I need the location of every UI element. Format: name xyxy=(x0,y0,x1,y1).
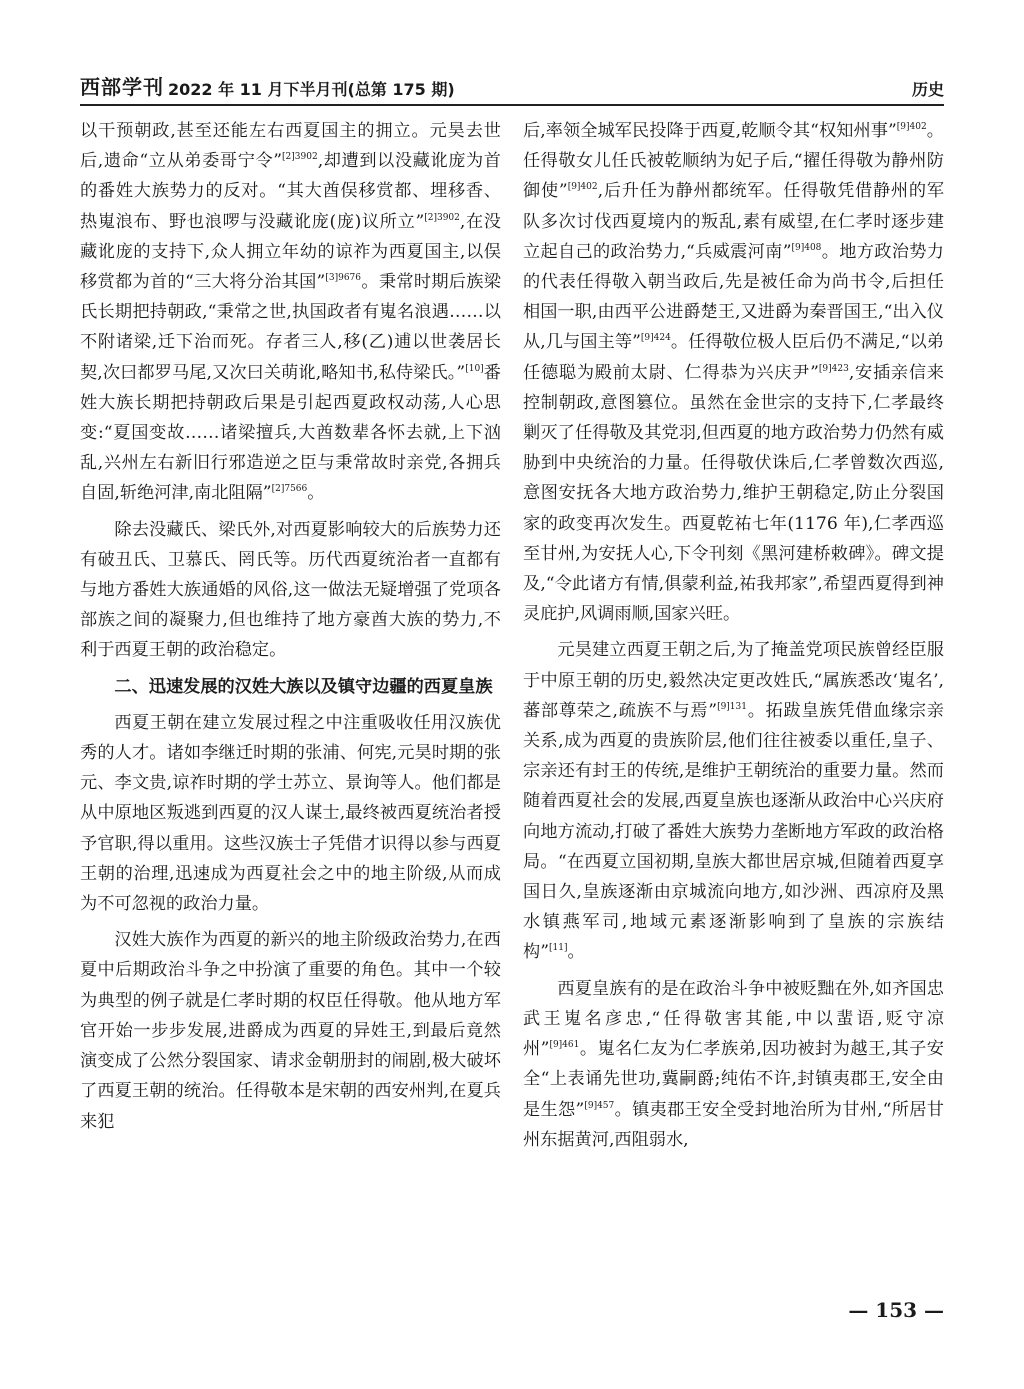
text-run: 西夏皇族有的是在政治斗争中被贬黜在外,如齐国忠武王嵬名彦忠,“任得敬害其能,中以蜚语,贬守凉州” xyxy=(523,978,944,1060)
text-run: 二、迅速发展的汉姓大族以及镇守边疆的西夏皇族 xyxy=(114,676,493,697)
citation-ref: [9]408 xyxy=(791,242,822,253)
citation-ref: [9]423 xyxy=(818,363,849,374)
paragraph xyxy=(523,116,944,629)
text-run: 西夏王朝在建立发展过程之中注重吸收任用汉族优秀的人才。诸如李继迁时期的张浦、何宪,元昊时期的张元、李文贵,谅祚时期的学士苏立、景询等人。他们都是从中原地区叛逃到西夏的汉人谋士,最终被西夏统治者授予官职,得以重用。这些汉族士子凭借才识得以参与西夏王朝的治理,迅速成为西夏社会之中的地主阶级,从而成为不可忽视的政治力量。 xyxy=(80,712,501,915)
text-run: ,在没藏讹庞的支持下,众人拥立年幼的谅祚为西夏国主,以俣移赏都为首的“三大将分治其国” xyxy=(80,211,501,293)
header-left xyxy=(80,71,455,100)
citation-ref: [2]3902 xyxy=(424,212,460,223)
right-column xyxy=(523,116,944,1155)
citation-ref: [11] xyxy=(548,943,568,954)
citation-ref: [2]3902 xyxy=(282,152,318,163)
text-run: ,却遭到以没藏讹庞为首的番姓大族势力的反对。“其大酋俣移赏都、埋移香、热嵬浪布、野也浪啰与没藏讹庞(庞)议所立” xyxy=(80,151,501,232)
issue-info: 2022 年 11 月下半月刊(总第 175 期) xyxy=(168,80,455,99)
text-run: 。地方政治势力的代表任得敬入朝当政后,先是被任命为尚书令,后担任相国一职,由西平公进爵楚王,又进爵为秦晋国王,“出入仪从,几与国主等” xyxy=(523,241,944,353)
citation-ref: [9]402 xyxy=(896,122,927,132)
text-run: 汉姓大族作为西夏的新兴的地主阶级政治势力,在西夏中后期政治斗争之中扮演了重要的角色。其中一个较为典型的例子就是仁孝时期的权臣任得敬。他从地方军官开始一步步发展,进爵成为西夏的异姓王,到最后竟然演变成了公然分裂国家、请求金朝册封的闹剧,极大破坏了西夏王朝的统治。任得敬本是宋朝的西安州判,在夏兵来犯 xyxy=(80,930,501,1132)
running-header xyxy=(80,70,944,106)
text-run: 。任得敬女儿任氏被乾顺纳为妃子后,“擢任得敬为静州防御使” xyxy=(523,121,944,202)
text-run: 。拓跋皇族凭借血缘宗亲关系,成为西夏的贵族阶层,他们往往被委以重任,皇子、宗亲还有封王的传统,是维护王朝统治的重要力量。然而随着西夏社会的发展,西夏皇族也逐渐从政治中心兴庆府向地方流动,打破了番姓大族势力垄断地方军政的政治格局。“在西夏立国初期,皇族大都世居京城,但随着西夏享国日久,皇族逐渐由京城流向地方,如沙洲、西凉府及黑水镇燕军司,地域元素逐渐影响到了皇族的宗族结构” xyxy=(523,700,944,963)
citation-ref: [9]424 xyxy=(640,333,671,344)
paragraph xyxy=(80,925,501,1136)
text-run: ,后升任为静州都统军。任得敬凭借静州的军队多次讨伐西夏境内的叛乱,素有威望,在仁孝时逐步建立起自己的政治势力,“兵威震河南” xyxy=(523,181,945,262)
text-run: 。嵬名仁友为仁孝族弟,因功被封为越王,其子安全“上表诵先世功,冀嗣爵;纯佑不许,封镇夷郡王,安全由是生怨” xyxy=(523,1039,944,1120)
text-run: 。任得敬位极人臣后仍不满足,“以弟任德聪为殿前太尉、仁得恭为兴庆尹” xyxy=(523,332,944,383)
text-run: 。秉常时期后族梁氏长期把持朝政,“秉常之世,执国政者有嵬名浪遇……以不附诸梁,迁下治而死。存者三人,移(乙)逋以世袭居长契,次曰都罗马尾,又次曰关萌讹,略知书,私侍梁氏。” xyxy=(80,272,501,383)
paragraph xyxy=(80,708,501,919)
citation-ref: [9]131 xyxy=(717,701,747,712)
text-run: 除去没藏氏、梁氏外,对西夏影响较大的后族势力还有破丑氏、卫慕氏、罔氏等。历代西夏统治者一直都有与地方番姓大族通婚的风俗,这一做法无疑增强了党项各部族之间的凝聚力,但也维持了地方豪酋大族的势力,不利于西夏王朝的政治稳定。 xyxy=(80,519,501,661)
paragraph xyxy=(523,635,944,967)
citation-ref: [9]461 xyxy=(549,1040,580,1051)
text-run: 番姓大族长期把持朝政后果是引起西夏政权动荡,人心思变:“夏国变故……诸梁擅兵,大酋数辈各怀去就,上下汹乱,兴州左右新旧行邪造逆之臣与秉常故时亲党,各拥兵自固,斩绝河津,南北阻隔” xyxy=(80,362,501,504)
paragraph xyxy=(80,116,501,509)
citation-ref: [2]7566 xyxy=(271,484,308,495)
citation-ref: [3]9676 xyxy=(325,273,362,284)
section-label: 历史 xyxy=(911,80,944,99)
citation-ref: [9]402 xyxy=(567,182,598,193)
page-number: — 153 — xyxy=(848,1298,944,1322)
text-run: 。 xyxy=(567,942,585,963)
citation-ref: [9]457 xyxy=(584,1100,615,1111)
journal-title: 西部学刊 xyxy=(80,75,164,99)
section-heading xyxy=(80,672,501,702)
left-column xyxy=(80,116,501,1137)
text-run: 。 xyxy=(307,483,325,504)
text-run: 。镇夷郡王安全受封地治所为甘州,“所居甘州东据黄河,西阻弱水, xyxy=(523,1099,944,1150)
text-run: 元昊建立西夏王朝之后,为了掩盖党项民族曾经臣服于中原王朝的历史,毅然决定更改姓氏,“属族悉改‘嵬名’,蕃部尊荣之,疏族不与焉” xyxy=(523,640,944,721)
citation-ref: [10] xyxy=(465,363,484,374)
paragraph xyxy=(523,974,944,1155)
text-run: 后,率领全城军民投降于西夏,乾顺令其“权知州事” xyxy=(523,121,897,141)
text-run: ,安插亲信来控制朝政,意图篡位。虽然在金世宗的支持下,仁孝最终剿灭了任得敬及其党羽,但西夏的地方政治势力仍然有威胁到中央统治的力量。任得敬伏诛后,仁孝曾数次西巡,意图安抚各大地方政治势力,维护王朝稳定,防止分裂国家的政变再次发生。西夏乾祐七年(1176 年),仁孝西巡至甘州,为安抚人心,下令刊刻《黑河建桥敕碑》。碑文提及,“令此诸方有情,俱蒙利益,祐我邦家”,希望西夏得到神灵庇护,风调雨顺,国家兴旺。 xyxy=(523,362,944,625)
text-run: 以干预朝政,甚至还能左右西夏国主的拥立。元昊去世后,遗命“立从弟委哥宁令” xyxy=(80,121,501,172)
paragraph xyxy=(80,515,501,666)
